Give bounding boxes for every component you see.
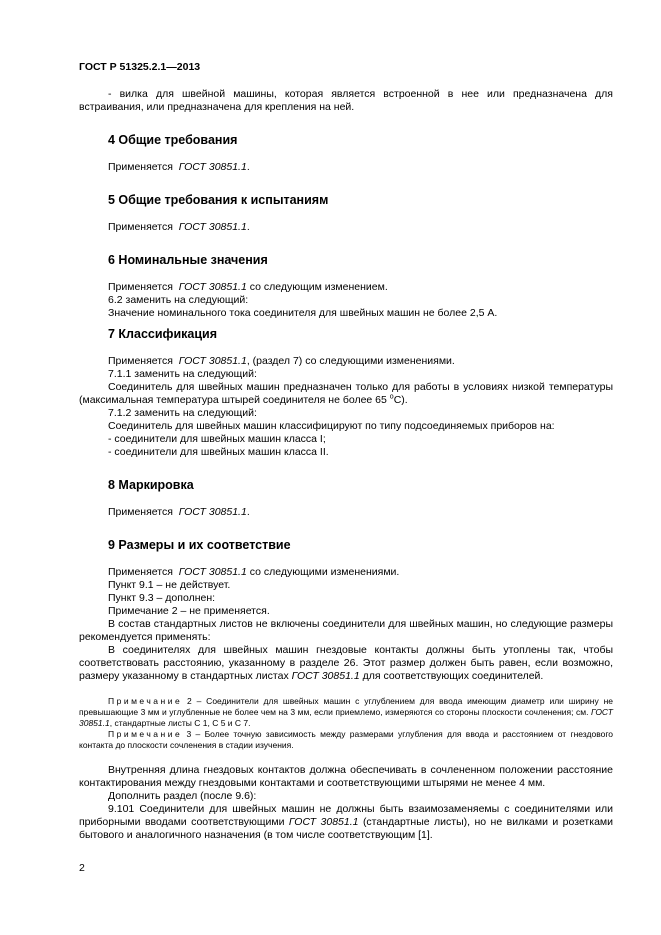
section-9-line-3: Пункт 9.3 – дополнен: — [108, 592, 216, 604]
section-9-line-5: В состав стандартных листов не включены соединители для швейных машин, но следующие размеры рекомендуется применять: — [79, 618, 613, 643]
section-8-text: Применяется ГОСТ 30851.1. — [108, 506, 250, 518]
document-header: ГОСТ Р 51325.2.1—2013 — [79, 61, 201, 73]
note-3: Примечание 3 – Более точную зависимость между размерами углубления для ввода и расстоянием от гнездового контакта до плоскости сочленения в стадии изучения. — [79, 729, 613, 750]
section-7-line-7: - соединители для швейных машин класса II. — [108, 446, 329, 458]
section-7-line-1: Применяется ГОСТ 30851.1, (раздел 7) со следующими изменениями. — [108, 355, 455, 367]
note-2: Примечание 2 – Соединители для швейных машин с углублением для ввода имеющим диаметр или ширину не превышающие 3 мм и углубленные не более чем на 3 мм, если приемлемо, измеряются со стороны плоскости сочленения; см. ГОСТ 30851.1, стандартные листы С 1, С 5 и С 7. — [79, 696, 613, 728]
page-number: 2 — [79, 862, 85, 874]
section-9-line-9: 9.101 Соединители для швейных машин не должны быть взаимозаменяемы с соединителями или приборными вводами соответствующими ГОСТ 30851.1 (стандартные листы), но не вилками и розетками бытового и аналогичного назначения (в том числе соответствующим [1]. — [79, 803, 613, 841]
section-5-text: Применяется ГОСТ 30851.1. — [108, 221, 250, 233]
section-4-heading: 4 Общие требования — [108, 133, 238, 147]
intro-paragraph: - вилка для швейной машины, которая является встроенной в нее или предназначена для встраивания, или предназначена для крепления на ней. — [79, 88, 613, 113]
section-9-line-2: Пункт 9.1 – не действует. — [108, 579, 231, 591]
section-7-line-6: - соединители для швейных машин класса I; — [108, 433, 326, 445]
section-9-line-4: Примечание 2 – не применяется. — [108, 605, 270, 617]
section-7-line-5: Соединитель для швейных машин классифицируют по типу подсоединяемых приборов на: — [108, 420, 555, 432]
section-7-heading: 7 Классификация — [108, 327, 218, 341]
section-7-line-4: 7.1.2 заменить на следующий: — [108, 407, 257, 419]
section-9-line-6: В соединителях для швейных машин гнездовые контакты должны быть утоплены так, чтобы соответствовать расстоянию, указанному в разделе 26. Этот размер должен быть равен, если возможно, размеру указанному в стандартных листах ГОСТ 30851.1 для соответствующих соединителей. — [79, 644, 613, 682]
section-9-line-7: Внутренняя длина гнездовых контактов должна обеспечивать в сочлененном положении расстояние контактирования между гнездовыми контактами и соответствующими штырями не менее 4 мм. — [79, 764, 613, 789]
section-9-line-8: Дополнить раздел (после 9.6): — [108, 790, 257, 802]
section-9-heading: 9 Размеры и их соответствие — [108, 538, 291, 552]
section-4-text: Применяется ГОСТ 30851.1. — [108, 161, 250, 173]
section-6-line-2: 6.2 заменить на следующий: — [108, 294, 249, 306]
document-body — [79, 88, 613, 842]
section-7-line-2: 7.1.1 заменить на следующий: — [108, 368, 257, 380]
section-9-line-1: Применяется ГОСТ 30851.1 со следующими изменениями. — [108, 566, 400, 578]
section-8-heading: 8 Маркировка — [108, 478, 194, 492]
section-6-heading: 6 Номинальные значения — [108, 253, 268, 267]
section-5-heading: 5 Общие требования к испытаниям — [108, 193, 329, 207]
section-7-line-3: Соединитель для швейных машин предназначен только для работы в условиях низкой температуры (максимальная температура штырей соединителя не более 65 $^o$C). — [79, 381, 613, 406]
section-6-line-3: Значение номинального тока соединителя для швейных машин не более 2,5 А. — [108, 307, 498, 319]
section-6-line-1: Применяется ГОСТ 30851.1 со следующим изменением. — [108, 281, 388, 293]
